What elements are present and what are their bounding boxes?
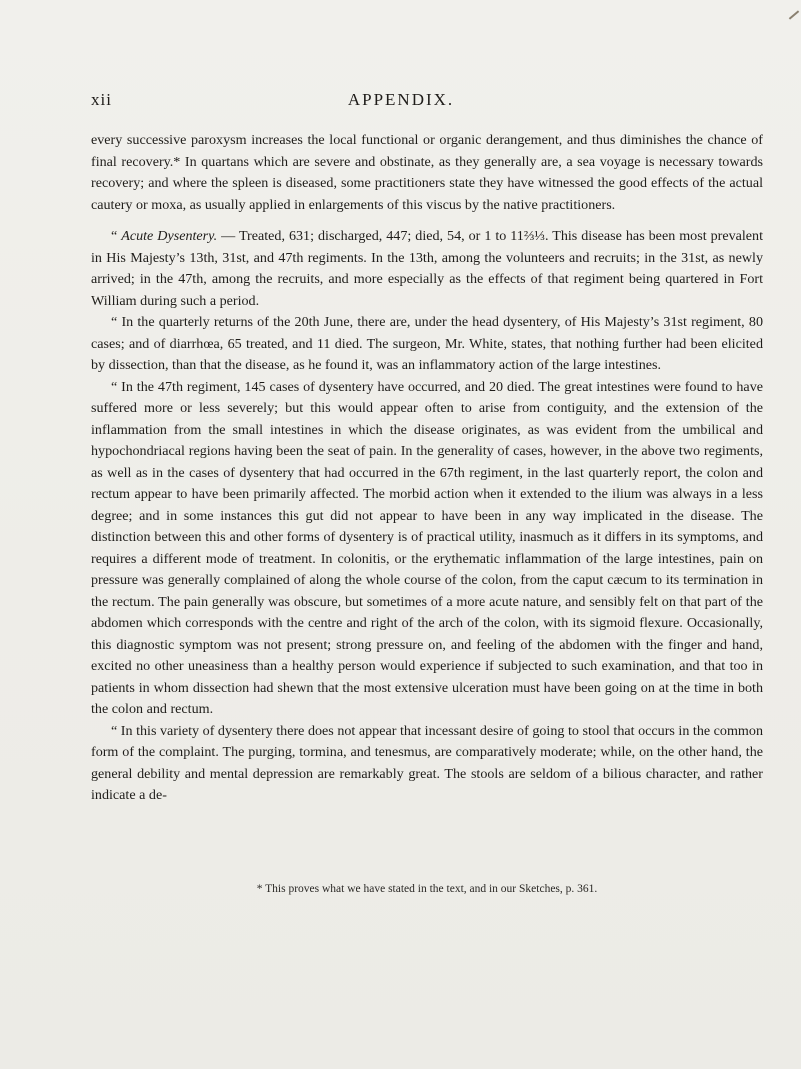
paragraph-acute-dysentery [91, 226, 763, 312]
body-text [91, 130, 763, 807]
opening-quote: “ [111, 228, 122, 244]
margin-pencil-mark [789, 10, 799, 19]
running-head: APPENDIX. [347, 90, 455, 109]
paragraph-5: “ In this variety of dysentery there does not appear that incessant desire of going to stool that occurs in the common form of the complaint. The purging, tormina, and tenesmus, are comparatively moderate; while, on the other hand, the general debility and mental depression are remarkably great. The stools are seldom of a bilious character, and rather indicate a de- [91, 722, 763, 803]
paragraph-3: “ In the quarterly returns of the 20th June, there are, under the head dysentery, of His Majesty’s 31st regiment, 80 cases; and of diarrhœa, 65 treated, and 11 died. The surgeon, Mr. White, states, that nothing further had been elicited by dissection, than that the disease, as he found it, was an inflammatory action of the large intestines. [91, 314, 763, 373]
paragraph-1: every successive paroxysm increases the local functional or organic derangement, and thus diminishes the chance of final recovery.* In quartans which are severe and obstinate, as they generally are, a sea voyage is necessary towards recovery; and where the spleen is diseased, some practitioners state they have witnessed the good effects of the actual cautery or moxa, as usually applied in enlargements of this viscus by the native practitioners. [91, 132, 763, 213]
footnote: * This proves what we have stated in the text, and in our Sketches, p. 361. [256, 883, 598, 895]
paragraph-2-text: — Treated, 631; discharged, 447; died, 54, or 1 to 11⅔⅓. This disease has been most prevalent in His Majesty’s 13th, 31st, and 47th regiments. In the 13th, among the volunteers and recruits; in the 31st, as newly arrived; in the 47th, among the recruits, and more especially as the effects of that regiment being quartered in Fort William during such a period. [91, 228, 764, 309]
section-heading: Acute Dysentery. [121, 228, 218, 244]
paragraph-4: “ In the 47th regiment, 145 cases of dysentery have occurred, and 20 died. The great intestines were found to have suffered more or less severely; but this would appear often to arise from contiguity, and the extension of the inflammation from the small intestines in which the disease originates, as was evident from the umbilical and hypochondriacal regions having been the seat of pain. In the generality of cases, however, in the above two regiments, as well as in the cases of dysentery that had occurred in the 67th regiment, in the last quarterly report, the colon and rectum appear to have been primarily affected. The morbid action when it extended to the ilium was always in a less degree; and in some instances this gut did not appear to have been in any way implicated in the disease. The distinction between this and other forms of dysentery is of practical utility, inasmuch as it differs in its symptoms, and requires a different mode of treatment. In colonitis, or the erythematic inflammation of the large intestines, pain on pressure was generally complained of along the whole course of the colon, from the caput cæcum to its termination in the rectum. The pain generally was obscure, but sometimes of a more acute nature, and sensibly felt on that part of the abdomen which corresponds with the centre and right of the arch of the colon, with its sigmoid flexure. Occasionally, this diagnostic symptom was not present; strong pressure on, and feeling of the abdomen with the finger and hand, excited no other uneasiness than a healthy person would experience if subjected to such examination, and that too in patients in whom dissection had shewn that the most extensive ulceration must have been going on at the time in both the colon and rectum. [91, 378, 763, 717]
page-header [91, 90, 711, 112]
page-number: xii [91, 90, 112, 109]
